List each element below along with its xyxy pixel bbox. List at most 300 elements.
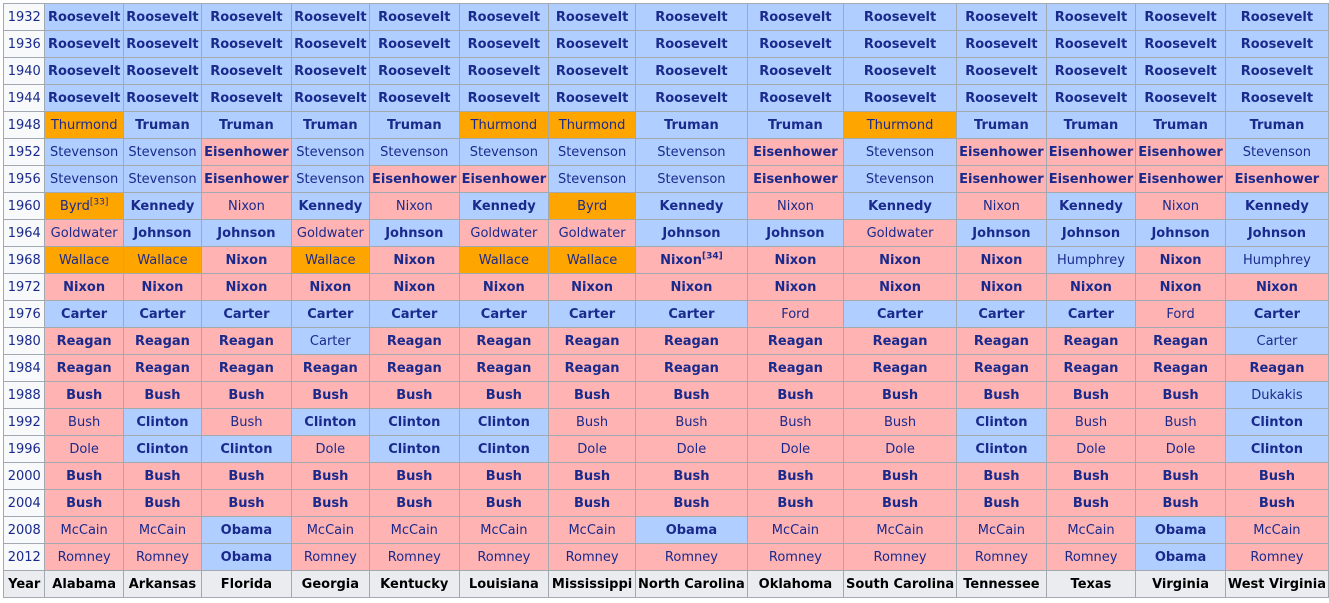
- candidate-name[interactable]: Bush: [779, 414, 812, 430]
- candidate-name[interactable]: Nixon: [1162, 198, 1199, 214]
- candidate-name[interactable]: Nixon: [225, 279, 268, 295]
- candidate-name[interactable]: Bush: [1074, 414, 1108, 430]
- candidate-name[interactable]: Dukakis: [1251, 387, 1303, 403]
- candidate-name[interactable]: Bush: [312, 468, 349, 484]
- candidate-name[interactable]: Eisenhower: [1138, 144, 1223, 160]
- candidate-name[interactable]: Truman: [1153, 117, 1208, 133]
- candidate-name[interactable]: Bush: [777, 387, 814, 403]
- candidate-name[interactable]: Romney: [873, 549, 927, 565]
- candidate-name[interactable]: Kennedy: [1059, 198, 1123, 214]
- candidate-name[interactable]: Johnson: [972, 225, 1031, 241]
- candidate-name[interactable]: Eisenhower: [204, 144, 289, 160]
- candidate-name[interactable]: Nixon: [980, 279, 1023, 295]
- candidate-name[interactable]: McCain: [480, 522, 528, 538]
- candidate-name[interactable]: Bush: [230, 414, 263, 430]
- candidate-name[interactable]: Thurmond: [50, 117, 118, 133]
- candidate-name[interactable]: Roosevelt: [1144, 63, 1217, 79]
- candidate-name[interactable]: Roosevelt: [467, 90, 541, 106]
- candidate-name[interactable]: Roosevelt: [294, 90, 367, 106]
- candidate-name[interactable]: McCain: [390, 522, 438, 538]
- candidate-name[interactable]: Reagan: [564, 333, 620, 349]
- candidate-name[interactable]: Roosevelt: [655, 9, 728, 25]
- candidate-name[interactable]: Nixon: [63, 279, 106, 295]
- candidate-name[interactable]: Bush: [574, 468, 611, 484]
- candidate-name[interactable]: Carter: [223, 306, 270, 322]
- candidate-name[interactable]: Roosevelt: [294, 9, 367, 25]
- candidate-name[interactable]: Johnson: [217, 225, 276, 241]
- candidate-name[interactable]: Bush: [673, 468, 710, 484]
- candidate-name[interactable]: Truman: [768, 117, 823, 133]
- candidate-name[interactable]: Roosevelt: [47, 9, 121, 25]
- candidate-name[interactable]: Eisenhower: [372, 171, 457, 187]
- candidate-name[interactable]: Reagan: [872, 360, 928, 376]
- candidate-name[interactable]: Carter: [61, 306, 108, 322]
- candidate-name[interactable]: Bush: [396, 495, 433, 511]
- candidate-name[interactable]: Stevenson: [296, 144, 365, 160]
- candidate-name[interactable]: Eisenhower: [959, 144, 1044, 160]
- candidate-name[interactable]: Carter: [1253, 306, 1300, 322]
- candidate-name[interactable]: Stevenson: [1242, 144, 1312, 160]
- candidate-name[interactable]: Johnson: [766, 225, 825, 241]
- candidate-name[interactable]: Kennedy: [471, 198, 536, 214]
- candidate-name[interactable]: Clinton: [975, 441, 1028, 457]
- candidate-name[interactable]: Carter: [391, 306, 438, 322]
- candidate-name[interactable]: Kennedy: [298, 198, 363, 214]
- candidate-name[interactable]: Carter: [1067, 306, 1115, 322]
- candidate-name[interactable]: Roosevelt: [555, 9, 629, 25]
- candidate-name[interactable]: Roosevelt: [655, 63, 728, 79]
- candidate-name[interactable]: Bush: [673, 387, 710, 403]
- candidate-name[interactable]: Roosevelt: [555, 36, 629, 52]
- candidate-name[interactable]: Roosevelt: [965, 9, 1038, 25]
- candidate-name[interactable]: Bush: [1164, 414, 1197, 430]
- candidate-name[interactable]: Roosevelt: [467, 9, 541, 25]
- candidate-name[interactable]: Carter: [480, 306, 527, 322]
- candidate-name[interactable]: Goldwater: [296, 225, 364, 241]
- candidate-name[interactable]: Bush: [881, 387, 919, 403]
- candidate-name[interactable]: Obama: [220, 522, 273, 538]
- candidate-name[interactable]: Ford: [781, 306, 810, 322]
- candidate-name[interactable]: Reagan: [56, 333, 112, 349]
- candidate-name[interactable]: Stevenson: [657, 171, 726, 187]
- candidate-name[interactable]: Clinton: [388, 441, 441, 457]
- candidate-name[interactable]: Nixon: [776, 198, 814, 214]
- candidate-name[interactable]: Bush: [1258, 468, 1295, 484]
- candidate-name[interactable]: Romney: [768, 549, 822, 565]
- candidate-name[interactable]: Roosevelt: [1054, 90, 1128, 106]
- candidate-name[interactable]: Stevenson: [296, 171, 365, 187]
- candidate-name[interactable]: Roosevelt: [555, 90, 629, 106]
- candidate-name[interactable]: Clinton: [136, 414, 189, 430]
- candidate-name[interactable]: Bush: [777, 468, 814, 484]
- candidate-name[interactable]: Roosevelt: [47, 90, 121, 106]
- candidate-name[interactable]: Truman: [386, 117, 442, 133]
- candidate-name[interactable]: Roosevelt: [655, 90, 728, 106]
- candidate-name[interactable]: Roosevelt: [863, 36, 937, 52]
- candidate-name[interactable]: Bush: [983, 495, 1020, 511]
- candidate-name[interactable]: Stevenson: [865, 144, 935, 160]
- candidate-name[interactable]: Dole: [1165, 441, 1196, 457]
- candidate-name[interactable]: Bush: [396, 387, 433, 403]
- candidate-name[interactable]: Reagan: [1063, 360, 1119, 376]
- candidate-name[interactable]: Carter: [139, 306, 186, 322]
- candidate-name[interactable]: Nixon: [309, 279, 352, 295]
- candidate-name[interactable]: Johnson: [1247, 225, 1307, 241]
- candidate-name[interactable]: Bush: [485, 495, 522, 511]
- state-column-header: Oklahoma: [747, 571, 843, 598]
- candidate-name[interactable]: Stevenson: [865, 171, 935, 187]
- candidate-name[interactable]: Nixon: [879, 252, 921, 268]
- candidate-name[interactable]: Truman: [1063, 117, 1119, 133]
- candidate-name[interactable]: Romney: [1250, 549, 1304, 565]
- candidate-name[interactable]: Reagan: [476, 360, 532, 376]
- candidate-name[interactable]: Roosevelt: [378, 63, 451, 79]
- candidate-name[interactable]: Roosevelt: [467, 63, 541, 79]
- candidate-name[interactable]: Stevenson: [50, 144, 119, 160]
- candidate-name[interactable]: Bush: [777, 495, 814, 511]
- candidate-name[interactable]: Roosevelt: [1240, 9, 1314, 25]
- candidate-name[interactable]: Carter: [569, 306, 616, 322]
- candidate-name[interactable]: Kennedy: [659, 198, 724, 214]
- candidate-name[interactable]: Bush: [983, 468, 1020, 484]
- candidate-name[interactable]: Bush: [228, 495, 265, 511]
- candidate-name[interactable]: Nixon: [393, 279, 436, 295]
- candidate-name[interactable]: Reagan: [767, 360, 823, 376]
- candidate-name[interactable]: Stevenson: [128, 171, 197, 187]
- candidate-name[interactable]: McCain: [977, 522, 1026, 538]
- candidate-name[interactable]: Roosevelt: [210, 9, 283, 25]
- candidate-name[interactable]: Nixon: [393, 252, 436, 268]
- candidate-name[interactable]: Roosevelt: [759, 90, 832, 106]
- candidate-name[interactable]: Roosevelt: [965, 63, 1038, 79]
- candidate-name[interactable]: Truman: [135, 117, 190, 133]
- candidate-name[interactable]: Reagan: [476, 333, 532, 349]
- candidate-name[interactable]: Romney: [664, 549, 718, 565]
- candidate-name[interactable]: Bush: [576, 414, 609, 430]
- candidate-name[interactable]: Nixon: [980, 252, 1023, 268]
- candidate-name[interactable]: Clinton: [477, 414, 530, 430]
- candidate-name[interactable]: Reagan: [663, 333, 719, 349]
- candidate-name[interactable]: Dole: [780, 441, 811, 457]
- candidate-name[interactable]: Eisenhower: [959, 171, 1044, 187]
- candidate-name[interactable]: Eisenhower: [204, 171, 289, 187]
- candidate-name[interactable]: Nixon: [395, 198, 433, 214]
- candidate-name[interactable]: Bush: [675, 414, 708, 430]
- candidate-name[interactable]: Clinton: [220, 441, 273, 457]
- candidate-name[interactable]: Bush: [228, 468, 265, 484]
- candidate-name[interactable]: Carter: [978, 306, 1025, 322]
- candidate-name[interactable]: Roosevelt: [863, 63, 937, 79]
- candidate-cell: [370, 409, 460, 436]
- candidate-name[interactable]: Romney: [565, 549, 619, 565]
- candidate-name[interactable]: Nixon: [227, 198, 265, 214]
- candidate-name[interactable]: Reagan: [134, 360, 190, 376]
- candidate-name[interactable]: Romney: [477, 549, 531, 565]
- candidate-name[interactable]: Bush: [1162, 495, 1199, 511]
- candidate-name[interactable]: Goldwater: [50, 225, 118, 241]
- candidate-name[interactable]: Romney: [303, 549, 357, 565]
- candidate-name[interactable]: Truman: [1249, 117, 1305, 133]
- candidate-name[interactable]: Romney: [135, 549, 189, 565]
- candidate-name[interactable]: McCain: [1253, 522, 1301, 538]
- candidate-name[interactable]: McCain: [60, 522, 108, 538]
- candidate-name[interactable]: Bush: [144, 468, 181, 484]
- candidate-name[interactable]: Reagan: [663, 360, 719, 376]
- candidate-name[interactable]: Bush: [1162, 468, 1199, 484]
- candidate-name[interactable]: Roosevelt: [210, 63, 283, 79]
- candidate-name[interactable]: Nixon: [774, 279, 817, 295]
- candidate-name[interactable]: Kennedy: [130, 198, 195, 214]
- candidate-name[interactable]: Nixon: [1159, 279, 1202, 295]
- candidate-name[interactable]: Roosevelt: [126, 36, 199, 52]
- candidate-name[interactable]: Johnson: [133, 225, 192, 241]
- candidate-name[interactable]: Reagan: [218, 333, 274, 349]
- candidate-name[interactable]: Nixon: [1255, 279, 1298, 295]
- candidate-name[interactable]: Reagan: [56, 360, 112, 376]
- candidate-name[interactable]: Clinton: [975, 414, 1028, 430]
- candidate-name[interactable]: Nixon: [571, 279, 614, 295]
- candidate-name[interactable]: Bush: [485, 468, 522, 484]
- candidate-name[interactable]: Eisenhower: [1234, 171, 1320, 187]
- candidate-name[interactable]: Stevenson: [557, 171, 627, 187]
- candidate-name[interactable]: Carter: [309, 333, 351, 349]
- candidate-name[interactable]: Bush: [396, 468, 433, 484]
- candidate-name[interactable]: Romney: [974, 549, 1028, 565]
- candidate-name[interactable]: Truman: [974, 117, 1029, 133]
- candidate-name[interactable]: Roosevelt: [965, 36, 1038, 52]
- candidate-name[interactable]: Roosevelt: [1240, 36, 1314, 52]
- candidate-name[interactable]: Roosevelt: [47, 63, 121, 79]
- candidate-name[interactable]: Byrd: [577, 198, 608, 214]
- candidate-name[interactable]: Nixon: [879, 279, 921, 295]
- candidate-name[interactable]: Roosevelt: [1144, 9, 1217, 25]
- candidate-name[interactable]: Goldwater: [558, 225, 626, 241]
- candidate-name[interactable]: Truman: [219, 117, 274, 133]
- candidate-name[interactable]: Roosevelt: [47, 36, 121, 52]
- candidate-name[interactable]: Reagan: [767, 333, 823, 349]
- candidate-name[interactable]: Thurmond: [558, 117, 626, 133]
- candidate-name[interactable]: Johnson: [385, 225, 444, 241]
- candidate-name[interactable]: McCain: [306, 522, 354, 538]
- candidate-name[interactable]: Nixon: [1070, 279, 1112, 295]
- footnote-ref[interactable]: [33]: [89, 197, 109, 208]
- candidate-name[interactable]: Dole: [69, 441, 99, 457]
- candidate-name[interactable]: Johnson: [1151, 225, 1210, 241]
- candidate-name[interactable]: Reagan: [1249, 360, 1305, 376]
- candidate-name[interactable]: Byrd: [59, 198, 90, 214]
- candidate-name[interactable]: Reagan: [564, 360, 620, 376]
- candidate-name[interactable]: Nixon: [982, 198, 1020, 214]
- candidate-name[interactable]: Clinton: [1250, 414, 1303, 430]
- candidate-name[interactable]: Dole: [676, 441, 707, 457]
- candidate-cell: [291, 139, 369, 166]
- candidate-name[interactable]: Clinton: [1250, 441, 1303, 457]
- candidate-name[interactable]: Roosevelt: [1240, 63, 1314, 79]
- candidate-name[interactable]: Carter: [1256, 333, 1298, 349]
- candidate-name[interactable]: Eisenhower: [1048, 144, 1134, 160]
- candidate-name[interactable]: Wallace: [137, 252, 188, 268]
- candidate-name[interactable]: Roosevelt: [294, 36, 367, 52]
- candidate-name[interactable]: Bush: [66, 495, 103, 511]
- candidate-name[interactable]: Carter: [876, 306, 924, 322]
- candidate-name[interactable]: Bush: [574, 495, 611, 511]
- candidate-name[interactable]: Carter: [668, 306, 715, 322]
- candidate-name[interactable]: Reagan: [1063, 333, 1119, 349]
- candidate-name[interactable]: Dole: [885, 441, 915, 457]
- candidate-name[interactable]: Roosevelt: [555, 63, 629, 79]
- candidate-name[interactable]: Bush: [485, 387, 522, 403]
- candidate-name[interactable]: Stevenson: [657, 144, 726, 160]
- candidate-name[interactable]: Bush: [312, 495, 349, 511]
- candidate-name[interactable]: Wallace: [478, 252, 530, 268]
- candidate-name[interactable]: Bush: [883, 414, 917, 430]
- candidate-name[interactable]: Eisenhower: [461, 171, 547, 187]
- candidate-name[interactable]: Johnson: [662, 225, 721, 241]
- candidate-name[interactable]: Roosevelt: [126, 63, 199, 79]
- candidate-name[interactable]: McCain: [568, 522, 616, 538]
- candidate-name[interactable]: Bush: [1072, 495, 1110, 511]
- candidate-name[interactable]: McCain: [876, 522, 924, 538]
- candidate-name[interactable]: Roosevelt: [863, 90, 937, 106]
- candidate-name[interactable]: Roosevelt: [378, 9, 451, 25]
- candidate-name[interactable]: Goldwater: [470, 225, 538, 241]
- candidate-name[interactable]: Romney: [387, 549, 441, 565]
- candidate-name[interactable]: Bush: [228, 387, 265, 403]
- candidate-name[interactable]: Nixon: [774, 252, 817, 268]
- candidate-name[interactable]: Reagan: [872, 333, 928, 349]
- candidate-name[interactable]: Bush: [312, 387, 349, 403]
- candidate-name[interactable]: Roosevelt: [126, 9, 199, 25]
- candidate-name[interactable]: Roosevelt: [1144, 90, 1217, 106]
- candidate-name[interactable]: Truman: [303, 117, 358, 133]
- candidate-name[interactable]: Romney: [57, 549, 111, 565]
- candidate-name[interactable]: Clinton: [477, 441, 530, 457]
- candidate-name[interactable]: Bush: [881, 495, 919, 511]
- candidate-name[interactable]: Eisenhower: [753, 144, 838, 160]
- candidate-name[interactable]: Bush: [1072, 468, 1110, 484]
- candidate-name[interactable]: Bush: [574, 387, 611, 403]
- candidate-name[interactable]: Bush: [66, 387, 103, 403]
- candidate-name[interactable]: Roosevelt: [1054, 36, 1128, 52]
- candidate-name[interactable]: Bush: [1258, 495, 1295, 511]
- candidate-name[interactable]: McCain: [1067, 522, 1115, 538]
- candidate-name[interactable]: Clinton: [136, 441, 189, 457]
- candidate-name[interactable]: Roosevelt: [1144, 36, 1217, 52]
- candidate-name[interactable]: Stevenson: [469, 144, 538, 160]
- candidate-name[interactable]: Eisenhower: [753, 171, 838, 187]
- candidate-name[interactable]: Roosevelt: [759, 9, 832, 25]
- candidate-name[interactable]: Reagan: [302, 360, 358, 376]
- candidate-name[interactable]: Wallace: [58, 252, 110, 268]
- candidate-name[interactable]: Reagan: [134, 333, 190, 349]
- candidate-name[interactable]: Dole: [577, 441, 607, 457]
- candidate-name[interactable]: Humphrey: [1057, 252, 1125, 268]
- candidate-name[interactable]: Stevenson: [128, 144, 197, 160]
- candidate-name[interactable]: Romney: [1064, 549, 1118, 565]
- candidate-name[interactable]: Roosevelt: [759, 36, 832, 52]
- candidate-name[interactable]: Reagan: [973, 333, 1029, 349]
- candidate-name[interactable]: Roosevelt: [863, 9, 937, 25]
- candidate-name[interactable]: Truman: [664, 117, 719, 133]
- candidate-name[interactable]: Wallace: [566, 252, 618, 268]
- candidate-name[interactable]: Bush: [144, 495, 181, 511]
- candidate-name[interactable]: Goldwater: [866, 225, 934, 241]
- candidate-name[interactable]: Obama: [1154, 522, 1207, 538]
- candidate-name[interactable]: Thurmond: [470, 117, 538, 133]
- candidate-cell: [370, 247, 460, 274]
- candidate-name[interactable]: Roosevelt: [759, 63, 832, 79]
- candidate-name[interactable]: Bush: [983, 387, 1020, 403]
- candidate-name[interactable]: Nixon: [225, 252, 268, 268]
- candidate-name[interactable]: Reagan: [1153, 360, 1209, 376]
- candidate-name[interactable]: Roosevelt: [378, 90, 451, 106]
- candidate-name[interactable]: Dole: [315, 441, 346, 457]
- candidate-name[interactable]: Dole: [1076, 441, 1106, 457]
- candidate-name[interactable]: Roosevelt: [378, 36, 451, 52]
- candidate-name[interactable]: Reagan: [386, 360, 442, 376]
- candidate-name[interactable]: Reagan: [386, 333, 442, 349]
- candidate-name[interactable]: Clinton: [304, 414, 357, 430]
- candidate-name[interactable]: Clinton: [388, 414, 441, 430]
- candidate-name[interactable]: Bush: [673, 495, 710, 511]
- candidate-name[interactable]: Johnson: [1061, 225, 1121, 241]
- candidate-name[interactable]: Eisenhower: [1138, 171, 1223, 187]
- candidate-name[interactable]: Roosevelt: [655, 36, 728, 52]
- candidate-name[interactable]: Nixon: [141, 279, 184, 295]
- candidate-name[interactable]: Nixon: [1159, 252, 1202, 268]
- candidate-name[interactable]: Bush: [66, 468, 103, 484]
- candidate-name[interactable]: Thurmond: [866, 117, 934, 133]
- candidate-name[interactable]: Humphrey: [1242, 252, 1311, 268]
- candidate-name[interactable]: Roosevelt: [965, 90, 1038, 106]
- candidate-name[interactable]: Wallace: [305, 252, 356, 268]
- candidate-name[interactable]: Carter: [307, 306, 354, 322]
- candidate-name[interactable]: Eisenhower: [1048, 171, 1134, 187]
- candidate-name[interactable]: Nixon: [482, 279, 525, 295]
- candidate-name[interactable]: Bush: [144, 387, 181, 403]
- candidate-name[interactable]: Bush: [1072, 387, 1110, 403]
- candidate-name[interactable]: McCain: [138, 522, 187, 538]
- footnote-ref[interactable]: [34]: [702, 251, 723, 262]
- candidate-name[interactable]: Nixon: [670, 279, 713, 295]
- candidate-name[interactable]: Reagan: [1153, 333, 1209, 349]
- candidate-name[interactable]: Roosevelt: [126, 90, 199, 106]
- candidate-name[interactable]: Stevenson: [557, 144, 627, 160]
- candidate-name[interactable]: Obama: [220, 549, 273, 565]
- candidate-name[interactable]: Kennedy: [1245, 198, 1309, 214]
- candidate-name[interactable]: Stevenson: [50, 171, 119, 187]
- candidate-name[interactable]: Bush: [1162, 387, 1199, 403]
- candidate-name[interactable]: Roosevelt: [467, 36, 541, 52]
- candidate-name[interactable]: Obama: [665, 522, 718, 538]
- candidate-name[interactable]: Roosevelt: [210, 36, 283, 52]
- candidate-name[interactable]: Roosevelt: [1054, 9, 1128, 25]
- candidate-name[interactable]: Bush: [68, 414, 101, 430]
- candidate-name[interactable]: McCain: [771, 522, 820, 538]
- candidate-name[interactable]: Reagan: [218, 360, 274, 376]
- candidate-name[interactable]: Roosevelt: [294, 63, 367, 79]
- candidate-name[interactable]: Roosevelt: [210, 90, 283, 106]
- candidate-name[interactable]: Kennedy: [868, 198, 932, 214]
- candidate-name[interactable]: Ford: [1166, 306, 1195, 322]
- candidate-name[interactable]: Obama: [1154, 549, 1207, 565]
- candidate-name[interactable]: Bush: [881, 468, 919, 484]
- candidate-name[interactable]: Nixon: [660, 252, 702, 268]
- candidate-name[interactable]: Stevenson: [380, 144, 449, 160]
- candidate-name[interactable]: Reagan: [973, 360, 1029, 376]
- candidate-name[interactable]: Roosevelt: [1054, 63, 1128, 79]
- candidate-name[interactable]: Roosevelt: [1240, 90, 1314, 106]
